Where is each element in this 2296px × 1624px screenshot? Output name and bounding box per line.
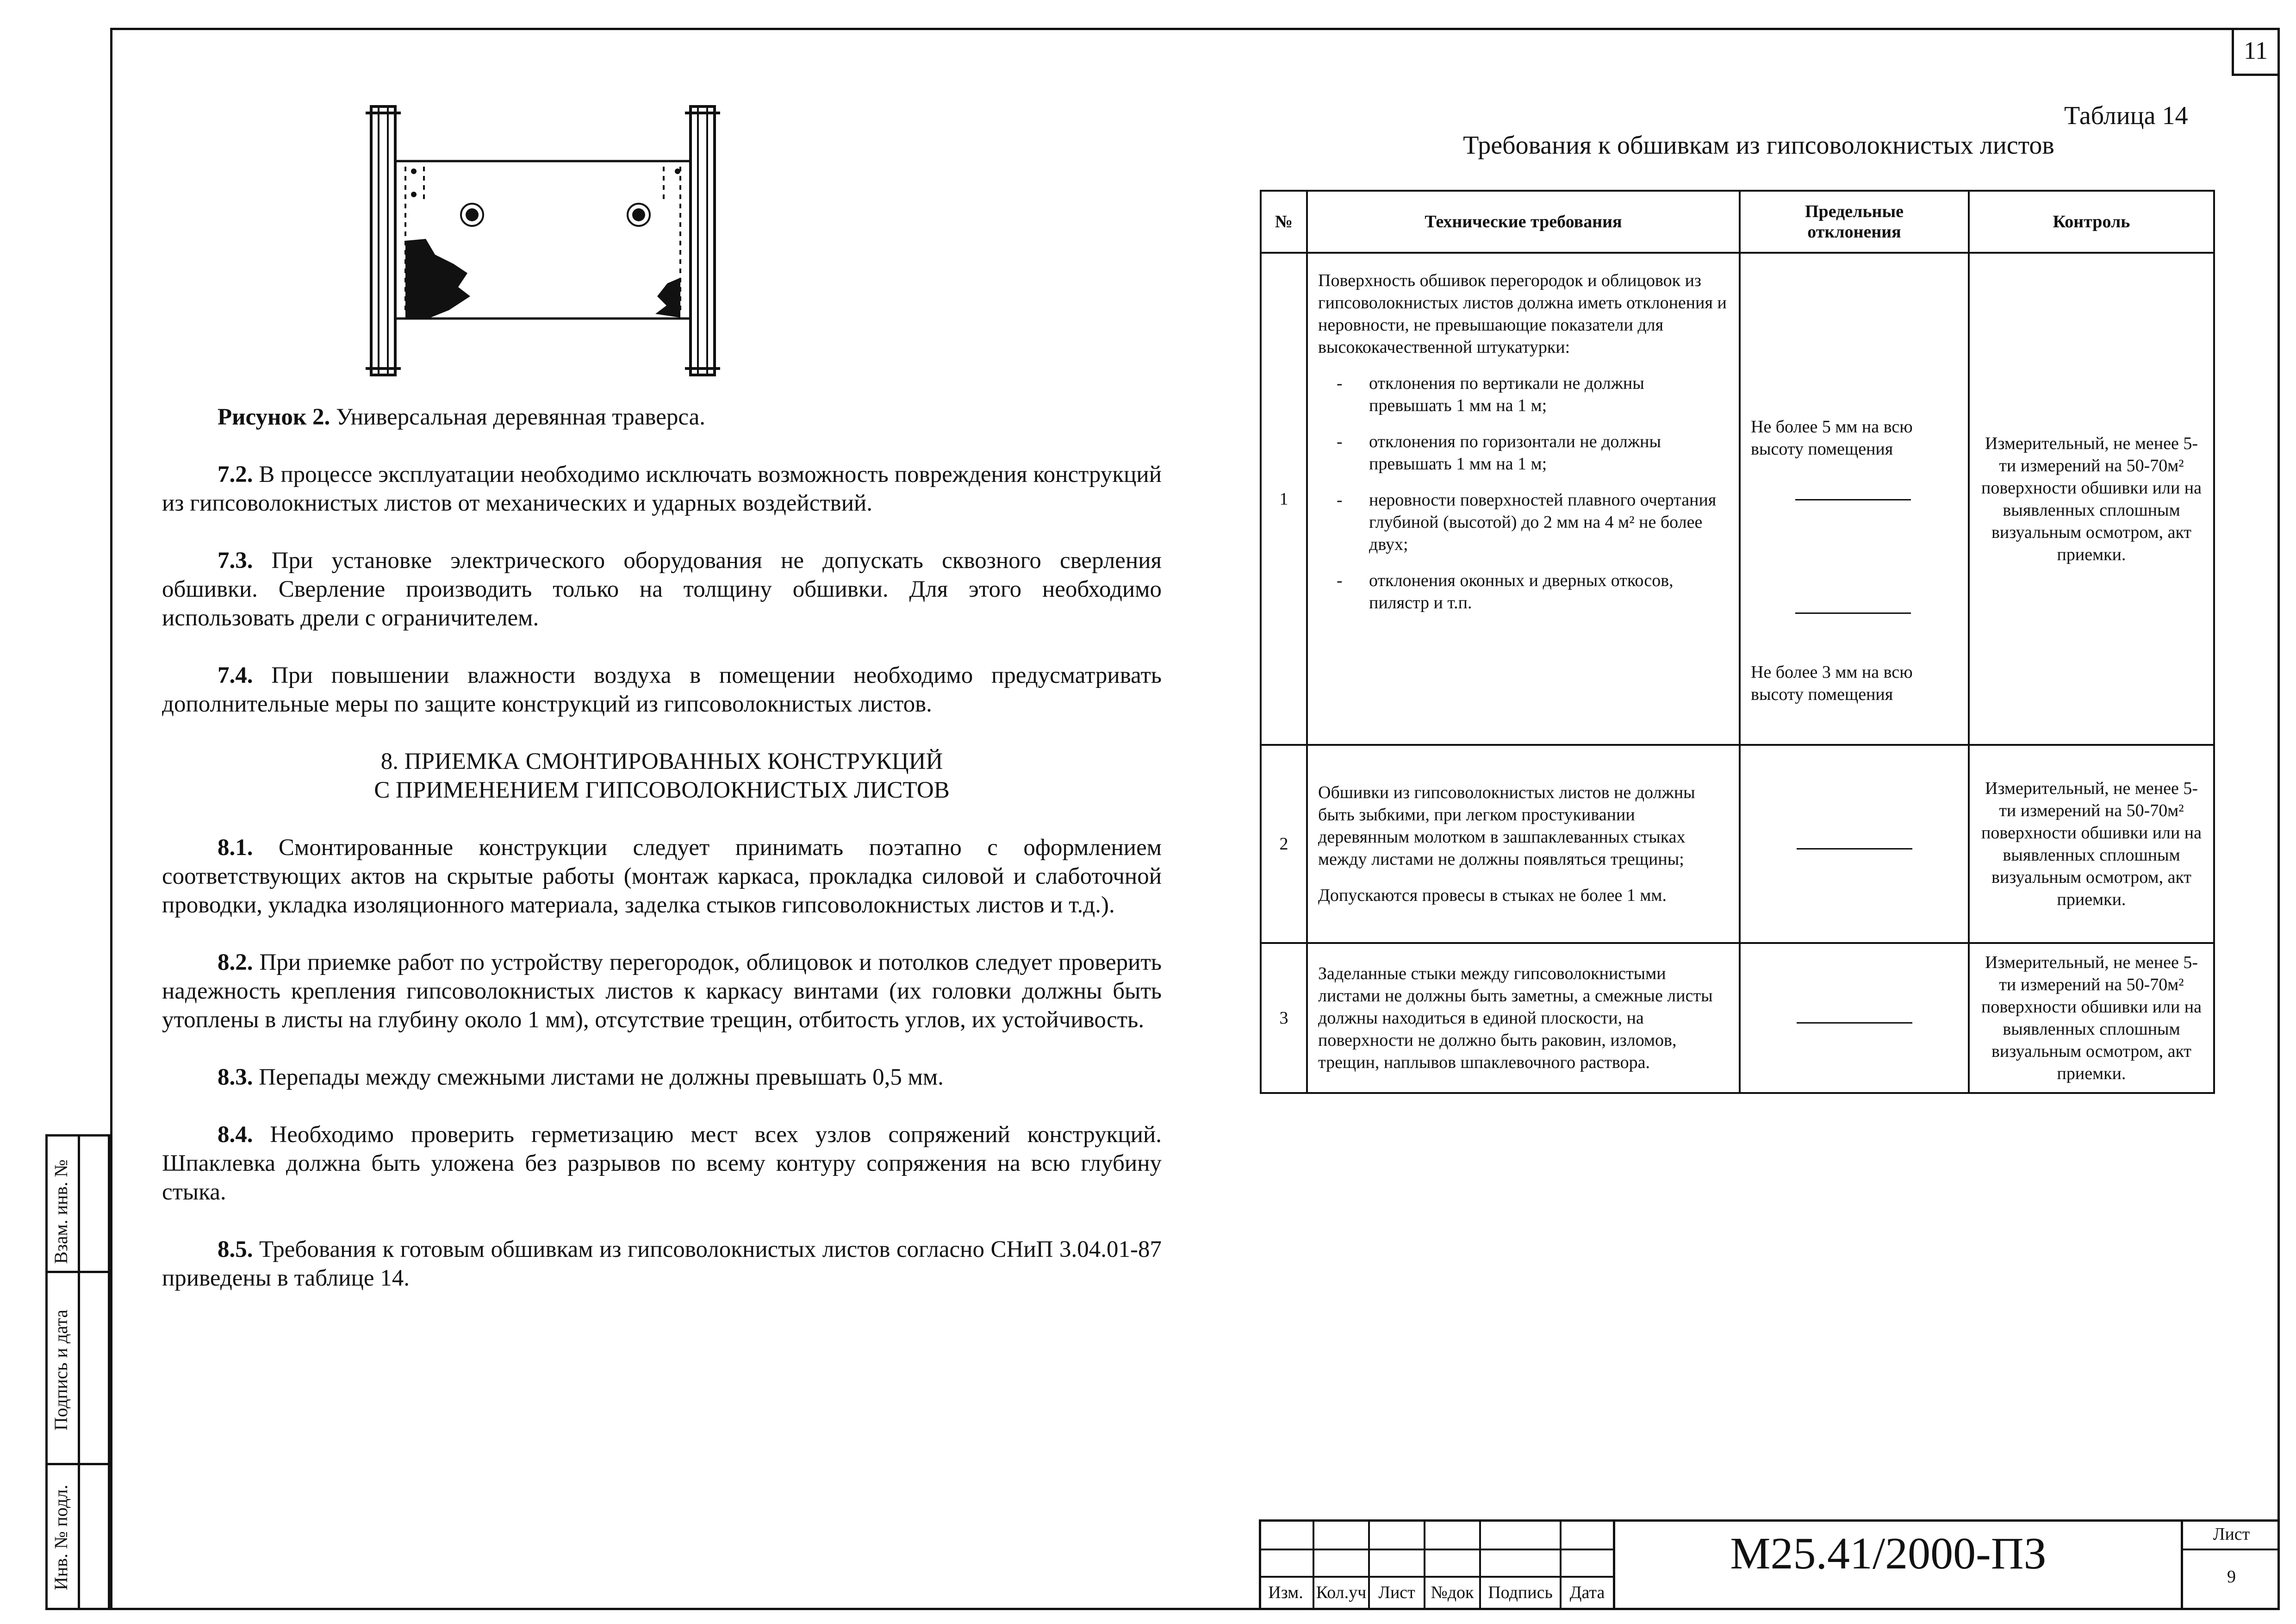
header-control: Контроль (1969, 191, 2214, 253)
caption-text: Универсальная деревянная траверса. (330, 404, 705, 430)
paragraph-number: 8.4. (218, 1122, 253, 1148)
deviation-value: Не более 5 мм на всю высоту помещения (1751, 417, 1913, 459)
paragraph-number: 7.4. (218, 662, 253, 688)
paragraph-8-3 (162, 1063, 1162, 1092)
header-requirements: Технические требования (1307, 191, 1740, 253)
requirement-item: - неровности поверхностей плавного очертания глубиной (высотой) до 2 мм на 4 м² не более двух; (1337, 490, 1717, 554)
tb-col-ndok: №док (1431, 1583, 1474, 1602)
paragraph-text: Смонтированные конструкции следует принимать поэтапно с оформлением соответствующих актов на скрытые работы (монтаж каркаса, прокладка силовой и слаботочной проводки, укладка изоляционного материала, заделка стыков гипсоволокнистых листов и т.д.). (162, 835, 1162, 918)
left-text-column (162, 403, 1162, 1321)
section-8-heading (162, 747, 1162, 805)
paragraph-8-1 (162, 833, 1162, 919)
requirement-cell: Заделанные стыки между гипсоволокнистыми листами не должны быть заметны, а смежные листы должны находиться в единой плоскости, на поверхности не должно быть раковин, изломов, трещин, наплывов шпаклевочного раствора. (1307, 943, 1740, 1093)
control-cell: Измерительный, не менее 5-ти измерений на 50-70м² поверхности обшивки или на выявленных сплошным визуальным осмотром, акт приемки. (1969, 943, 2214, 1093)
tb-col-data: Дата (1569, 1583, 1605, 1602)
deviation-empty (1797, 1022, 1912, 1024)
requirement-item: - отклонения по горизонтали не должны превышать 1 мм на 1 м; (1337, 432, 1661, 474)
paragraph-number: 7.3. (218, 548, 253, 574)
requirement-item: - отклонения оконных и дверных откосов, пилястр и т.п. (1337, 571, 1674, 612)
document-code: М25.41/2000-ПЗ (1730, 1529, 2047, 1579)
tb-col-izm: Изм. (1268, 1583, 1303, 1602)
table-row (1261, 943, 2214, 1093)
paragraph-text: Перепады между смежными листами не должны превышать 0,5 мм. (253, 1064, 944, 1090)
row-number: 1 (1261, 253, 1307, 745)
label-podpis-data: Подпись и дата (50, 1309, 71, 1430)
deviation-value: Не более 3 мм на всю высоту помещения (1751, 662, 1913, 704)
header-deviations: Предельные отклонения (1740, 191, 1969, 253)
sheet-label: Лист (2213, 1524, 2250, 1544)
deviation-cell (1740, 943, 1969, 1093)
requirement-text: Обшивки из гипсоволокнистых листов не должны быть зыбкими, при легком простукивании деревянным молотком в зашпаклеванных стыках между листами не должны появляться трещины; (1318, 783, 1695, 869)
requirement-item: - отклонения по вертикали не должны превышать 1 мм на 1 м; (1337, 374, 1644, 415)
tb-col-kol-uch: Кол.уч (1316, 1583, 1367, 1602)
paragraph-text: При установке электрического оборудования не допускать сквозного сверления обшивки. Сверление производить только на толщину обшивки. Для этого необходимо использовать дрели с ограничителем. (162, 548, 1162, 631)
caption-label: Рисунок 2. (218, 404, 330, 430)
paragraph-8-4 (162, 1120, 1162, 1206)
deviation-empty (1795, 499, 1911, 500)
label-inv-vzam: Взам. инв. № (50, 1159, 71, 1264)
paragraph-7-3 (162, 546, 1162, 632)
requirement-intro: Поверхность обшивок перегородок и облицовок из гипсоволокнистых листов должна иметь отклонения и неровности, не превышающие показатели для высококачественной штукатурки: (1318, 271, 1727, 357)
deviation-cell (1740, 745, 1969, 943)
paragraph-7-2 (162, 460, 1162, 518)
paragraph-8-2 (162, 948, 1162, 1034)
paragraph-8-5 (162, 1235, 1162, 1293)
row-number: 2 (1261, 745, 1307, 943)
wooden-traverse-figure (361, 102, 759, 380)
control-cell: Измерительный, не менее 5-ти измерений на 50-70м² поверхности обшивки или на выявленных сплошным визуальным осмотром, акт приемки. (1969, 745, 2214, 943)
paragraph-text: При повышении влажности воздуха в помещении необходимо предусматривать дополнительные меры по защите конструкций из гипсоволокнистых листов. (162, 662, 1162, 717)
requirement-cell (1307, 253, 1740, 745)
section-heading-line-1: 8. ПРИЕМКА СМОНТИРОВАННЫХ КОНСТРУКЦИЙ (380, 749, 943, 775)
paragraph-text: При приемке работ по устройству перегородок, облицовок и потолков следует проверить надежность крепления гипсоволокнистых листов к каркасу винтами (их головки должны быть утоплены в листы на глубину около 1 мм), отсутствие трещин, отбитость углов, их устойчивость. (162, 949, 1162, 1033)
paragraph-text: В процессе эксплуатации необходимо исключать возможность повреждения конструкций из гипсоволокнистых листов от механических и ударных воздействий. (162, 462, 1162, 516)
sheet-number: 9 (2227, 1567, 2236, 1587)
requirement-text: Допускаются провесы в стыках не более 1 мм. (1318, 886, 1667, 905)
table-row (1261, 745, 2214, 943)
tb-col-list: Лист (1378, 1583, 1415, 1602)
paragraph-number: 8.5. (218, 1237, 253, 1262)
control-cell: Измерительный, не менее 5-ти измерений на 50-70м² поверхности обшивки или на выявленных сплошным визуальным осмотром, акт приемки. (1969, 253, 2214, 745)
requirements-table (1260, 190, 2215, 1094)
paragraph-number: 8.3. (218, 1064, 253, 1090)
paragraph-number: 8.2. (218, 949, 253, 975)
paragraph-number: 8.1. (218, 835, 253, 861)
tb-col-podpis: Подпись (1488, 1583, 1553, 1602)
header-num: № (1261, 191, 1307, 253)
paragraph-number: 7.2. (218, 462, 253, 487)
row-number: 3 (1261, 943, 1307, 1093)
page-number: 11 (2244, 37, 2268, 64)
table-title: Требования к обшивкам из гипсоволокнистых листов (1463, 131, 2054, 160)
table-header-row (1261, 191, 2214, 253)
paragraph-7-4 (162, 661, 1162, 718)
tb-line (2181, 1549, 2280, 1550)
requirement-cell (1307, 745, 1740, 943)
deviation-empty (1797, 848, 1912, 849)
paragraph-text: Необходимо проверить герметизацию мест всех узлов сопряжений конструкций. Шпаклевка должна быть уложена без разрывов по всему контуру сопряжения на всю глубину стыка. (162, 1122, 1162, 1205)
paragraph-text: Требования к готовым обшивкам из гипсоволокнистых листов согласно СНиП 3.04.01-87 приведены в таблице 14. (162, 1237, 1162, 1291)
label-inv-podl: Инв. № подл. (50, 1485, 71, 1590)
table-row (1261, 253, 2214, 745)
deviation-cell (1740, 253, 1969, 745)
table-number-label: Таблица 14 (2064, 101, 2188, 130)
deviation-empty (1795, 612, 1911, 614)
figure-caption (162, 403, 1162, 431)
section-heading-line-2: С ПРИМЕНЕНИЕМ ГИПСОВОЛОКНИСТЫХ ЛИСТОВ (374, 777, 950, 803)
